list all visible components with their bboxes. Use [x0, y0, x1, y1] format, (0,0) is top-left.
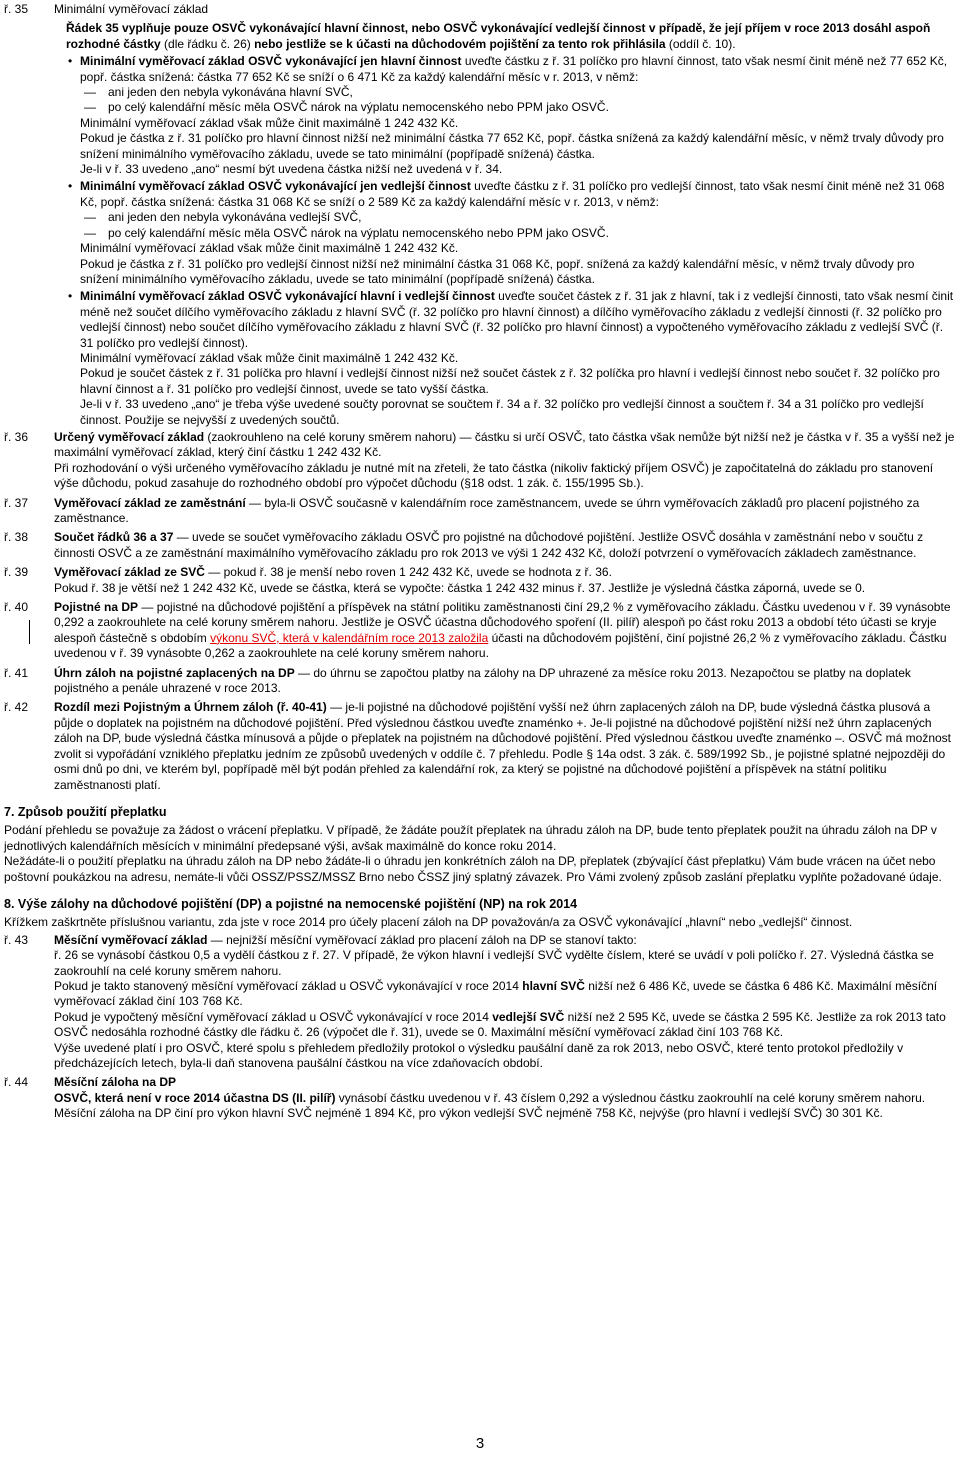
- row-number: ř. 41: [4, 665, 29, 680]
- section-title: 8. Výše zálohy na důchodové pojištění (DP) a pojistné na nemocenské pojištění (NP) na rok 2014: [4, 896, 578, 911]
- bullet-vedlejsi: • Minimální vyměřovací základ OSVČ vykonávající jen vedlejší činnost uveďte částku z ř. 31 políčko pro vedlejší činnost, tato však nesmí činit méně než 31 068 Kč, popř. částka snížená: částka 31 068 Kč se sníží o 2 589 Kč za každý kalendářní měsíc v r. 2013, v němž: — ani jeden den nebyla vykonávána vedlejší SVČ, — po celý kalendářní měsíc měla OSVČ nárok na výplatu nemocenského nebo PPM jako OSVČ. Minimální vyměřovací základ však může činit maximálně 1 242 432 Kč. Pokud je částka z ř. 31 políčko pro vedlejší činnost nižší než minimální částka 31 068 Kč, popř. snížená za každý kalendářní měsíc, v němž trvaly důvody pro snížení minimálního vyměřovacího základu, uvede se tato minimální (popřípadě snížená) částka.: [68, 179, 945, 286]
- row-number: ř. 35: [4, 2, 29, 16]
- dash-icon: —: [84, 210, 96, 225]
- page-number: 3: [475, 1435, 485, 1452]
- row-44: ř. 44 Měsíční záloha na DP OSVČ, která není v roce 2014 účastna DS (II. pilíř) vynásobí částku uvedenou v ř. 43 číslem 0,292 a výslednou částku zaokrouhlí na celé koruny směrem nahoru. Měsíční záloha na DP činí pro výkon hlavní SVČ nejméně 1 894 Kč, pro výkon vedlejší SVČ nejméně 758 Kč, nejvýše (pro hlavní i vedlejší SVČ) 30 301 Kč.: [4, 1075, 926, 1121]
- row-number: ř. 40: [4, 600, 29, 615]
- row-number: ř. 42: [4, 700, 29, 715]
- bullet-icon: •: [68, 54, 73, 69]
- bullet-icon: •: [68, 289, 73, 304]
- row-37: ř. 37 Vyměřovací základ ze zaměstnání — byla-li OSVČ současně v kalendářním roce zaměstnancem, uvede se úhrn vyměřovacích základů pro placení pojistného za zaměstnance.: [4, 495, 920, 525]
- bullet-hlavni: • Minimální vyměřovací základ OSVČ vykonávající jen hlavní činnost uveďte částku z ř. 31 políčko pro hlavní činnost, tato však nesmí činit méně než 77 652 Kč, popř. částka snížená: částka 77 652 Kč se sníží o 6 471 Kč za každý kalendářní měsíc v r. 2013, v němž: — ani jeden den nebyla vykonávána hlavní SVČ, — po celý kalendářní měsíc měla OSVČ nárok na výplatu nemocenského nebo PPM jako OSVČ. Minimální vyměřovací základ však může činit maximálně 1 242 432 Kč. Pokud je částka z ř. 31 políčko pro hlavní činnost nižší než minimální částka 77 652 Kč, popř. částka snížená za každý kalendářní měsíc, v němž trvaly důvody pro snížení minimálního vyměřovacího základu, uvede se tato minimální (popřípadě snížená) částka. Je-li v ř. 33 uvedeno „ano“ nesmí být uvedena částka nižší než uvedená v ř. 34.: [68, 54, 948, 177]
- row-36: ř. 36 Určený vyměřovací základ (zaokrouhleno na celé koruny směrem nahoru) — částku si určí OSVČ, tato částka však nemůže být nižší než je částka v ř. 35 a vyšší než je maximální vyměřovací základ, který činí částku 1 242 432 Kč. Při rozhodování o výši určeného vyměřovacího základu je nutné mít na zřeteli, že tato částka (nikoliv faktický příjem OSVČ) je započitatelná do základu pro stanovení výše důchodu, pokud zasahuje do rozhodného období pro výpočet důchodu (§18 odst. 1 zák. č. 155/1995 Sb.).: [4, 429, 955, 491]
- change-bar: [29, 620, 30, 644]
- row-41: ř. 41 Úhrn záloh na pojistné zaplacených na DP — do úhrnu se započtou platby na zálohy na DP uhrazené za měsíce roku 2013. Nezapočtou se platby na doplatek pojistného a penále uhrazené v roce 2013.: [4, 665, 911, 696]
- instruction-page: [4, 0, 956, 1122]
- section-title: 7. Způsob použití přeplatku: [4, 804, 167, 819]
- revised-text: výkonu SVČ, která v kalendářním roce 2013 založila: [210, 630, 489, 645]
- row-number: ř. 44: [4, 1075, 29, 1090]
- row-number: ř. 39: [4, 565, 29, 580]
- bullet-icon: •: [68, 179, 73, 194]
- row-35-intro: Řádek 35 vyplňuje pouze OSVČ vykonávající hlavní činnost, nebo OSVČ vykonávající vedlejší činnost v případě, že její příjem v roce 2013 dosáhl aspoň rozhodné částky (dle řádku č. 26) nebo jestliže se k účasti na důchodovém pojištění za tento rok přihlásila (oddíl č. 10).: [66, 21, 931, 51]
- section-8: 8. Výše zálohy na důchodové pojištění (DP) a pojistné na nemocenské pojištění (NP) na rok 2014 Křížkem zaškrtněte příslušnou variantu, zda jste v roce 2014 pro účely placení záloh na DP považován/a za OSVČ vykonávající „hlavní“ nebo „vedlejší“ činnost.: [4, 897, 956, 931]
- row-43: ř. 43 Měsíční vyměřovací základ — nejnižší měsíční vyměřovací základ pro placení záloh na DP se stanoví takto: ř. 26 se vynásobí částkou 0,5 a vydělí částkou z ř. 27. V případě, že výkon hlavní i vedlejší SVČ vydělte číslem, které se uvádí v poli políčko ř. 27. Výsledná částka se zaokrouhlí na celé koruny směrem nahoru. Pokud je takto stanovený měsíční vyměřovací základ u OSVČ vykonávající v roce 2014 hlavní SVČ nižší než 6 486 Kč, uvede se částka 6 486 Kč. Maximální měsíční vyměřovací základ činí 103 768 Kč. Pokud je vypočtený měsíční vyměřovací základ u OSVČ vykonávající v roce 2014 vedlejší SVČ nižší než 2 595 Kč, uvede se částka 2 595 Kč. Jestliže za rok 2013 tato OSVČ nedosáhla rozhodné částky dle řádku č. 26 (výpočet dle ř. 31), uvede se 0. Maximální měsíční vyměřovací základ činí 103 768 Kč. Výše uvedené platí i pro OSVČ, které spolu s přehledem předložily protokol o výsledku paušální daně za rok 2013, nebo OSVČ, které tento protokol předložily v předcházejících letech, byla-li daň stanovena paušální částkou na více zdaňovacích období.: [4, 932, 946, 1070]
- dash-icon: —: [84, 225, 96, 240]
- dash-icon: —: [84, 85, 96, 100]
- row-number: ř. 38: [4, 530, 29, 545]
- row-heading: Minimální vyměřovací základ: [54, 2, 209, 16]
- row-40: ř. 40 Pojistné na DP — pojistné na důchodové pojištění a příspěvek na státní politiku zaměstnanosti činí 29,2 % z vyměřovacího základu. Částku uvedenou v ř. 39 vynásobte 0,292 a zaokrouhlete na celé koruny směrem nahoru. Jestliže je OSVČ účastna důchodového spoření (II. pilíř) alespoň po část roku 2013 a období této účasti se kryje alespoň částečně s obdobím výkonu SVČ, která v kalendářním roce 2013 založila účasti na důchodovém pojištění, činí pojistné 26,2 % z vyměřovacího základu. Částku uvedenou v ř. 39 vynásobte 0,262 a zaokrouhlete na celé koruny směrem nahoru.: [4, 600, 951, 661]
- row-35: [4, 2, 956, 428]
- dash-icon: —: [84, 100, 96, 115]
- section-7: 7. Způsob použití přeplatku Podání přehledu se považuje za žádost o vrácení přeplatku. V případě, že žádáte použít přeplatek na úhradu záloh na DP, bude tento přeplatek použit na úhradu záloh na DP v jednotlivých kalendářních měsících v minimální předepsané výši, avšak maximálně do konce roku 2014. Nežádáte-li o použití přeplatku na úhradu záloh na DP nebo žádáte-li o úhradu jen konkrétních záloh na DP, přeplatek (zbývající část přeplatku) Vám bude vrácen na účet nebo poštovní poukázkou na adresu, nemáte-li vůči OSSZ/PSSZ/MSSZ Brno nebo ČSSZ jiný splatný závazek. Pro Vámi zvolený způsob zaslání přeplatku vyplňte požadované údaje.: [4, 805, 956, 885]
- bullet-obe: • Minimální vyměřovací základ OSVČ vykonávající hlavní i vedlejší činnost uveďte součet částek z ř. 31 jak z hlavní, tak i z vedlejší činnosti, tato však nesmí činit méně než součet dílčího vyměřovacího základu z hlavní SVČ (ř. 32 políčko pro hlavní činnost) a dílčího vyměřovacího základu z vedlejší činnosti (ř. 32 políčko pro vedlejší činnost) nebo součet dílčího vyměřovacího základu z hlavní SVČ (ř. 32 políčko pro hlavní činnost) a vypočteného vyměřovacího základu z vedlejší SVČ (ř. 31 políčko pro vedlejší činnost). Minimální vyměřovací základ však může činit maximálně 1 242 432 Kč. Pokud je součet částek z ř. 31 políčka pro hlavní i vedlejší činnost nižší než součet částek z ř. 32 políčka pro hlavní i vedlejší činnost nebo součet ř. 32 políčko pro hlavní činnost a ř. 31 políčko pro vedlejší činnost, uvede se tato vyšší částka. Je-li v ř. 33 uvedeno „ano“ je třeba výše uvedené součty porovnat se součtem ř. 34 a ř. 32 políčko pro vedlejší činnost a součtem ř. 34 a 31 políčko pro vedlejší činnost. Použije se nejvyšší z uvedených součtů.: [68, 289, 954, 427]
- row-number: ř. 36: [4, 429, 29, 444]
- row-39: ř. 39 Vyměřovací základ ze SVČ — pokud ř. 38 je menší nebo roven 1 242 432 Kč, uvede se hodnota z ř. 36. Pokud ř. 38 je větší než 1 242 432 Kč, uvede se částka, která se vypočte: částka 1 242 432 minus ř. 37. Jestliže je výsledná částka záporná, uvede se 0.: [4, 565, 866, 595]
- row-38: ř. 38 Součet řádků 36 a 37 — uvede se součet vyměřovacího základu OSVČ pro pojistné na důchodové pojištění. Jestliže OSVČ dosáhla v zaměstnání nebo v součtu z činnosti OSVČ a ze zaměstnání maximálního vyměřovacího základu pro rok 2013 ve výši 1 242 432 Kč, doloží potvrzení o vyměřovacích základech zaměstnance.: [4, 530, 924, 560]
- row-42: ř. 42 Rozdíl mezi Pojistným a Úhrnem záloh (ř. 40-41) — je-li pojistné na důchodové pojištění vyšší než úhrn zaplacených záloh na DP, bude výsledná částka plusová a půjde o doplatek na pojistném na důchodové pojištění. Před výslednou částkou uveďte znaménko +. Je-li pojistné na důchodové pojištění nižší než úhrn zaplacených záloh na DP, bude výsledná částka mínusová a půjde o přeplatek na pojistném na důchodové pojištění. Před výslednou částkou uveďte znaménko –. OSVČ má možnost zvolit si vypořádání vzniklého přeplatku jedním ze způsobů uvedených v oddíle č. 7 přehledu. Podle § 14a odst. 3 zák. č. 589/1992 Sb., je pojistné splatné nejpozději do osmi dnů po dni, ve kterém byl, popřípadě měl být podán přehled za kalendářní rok, za který se pojistné na důchodové pojištění a příspěvek na státní politiku zaměstnanosti platí.: [4, 700, 952, 792]
- row-number: ř. 37: [4, 495, 29, 510]
- row-number: ř. 43: [4, 932, 29, 947]
